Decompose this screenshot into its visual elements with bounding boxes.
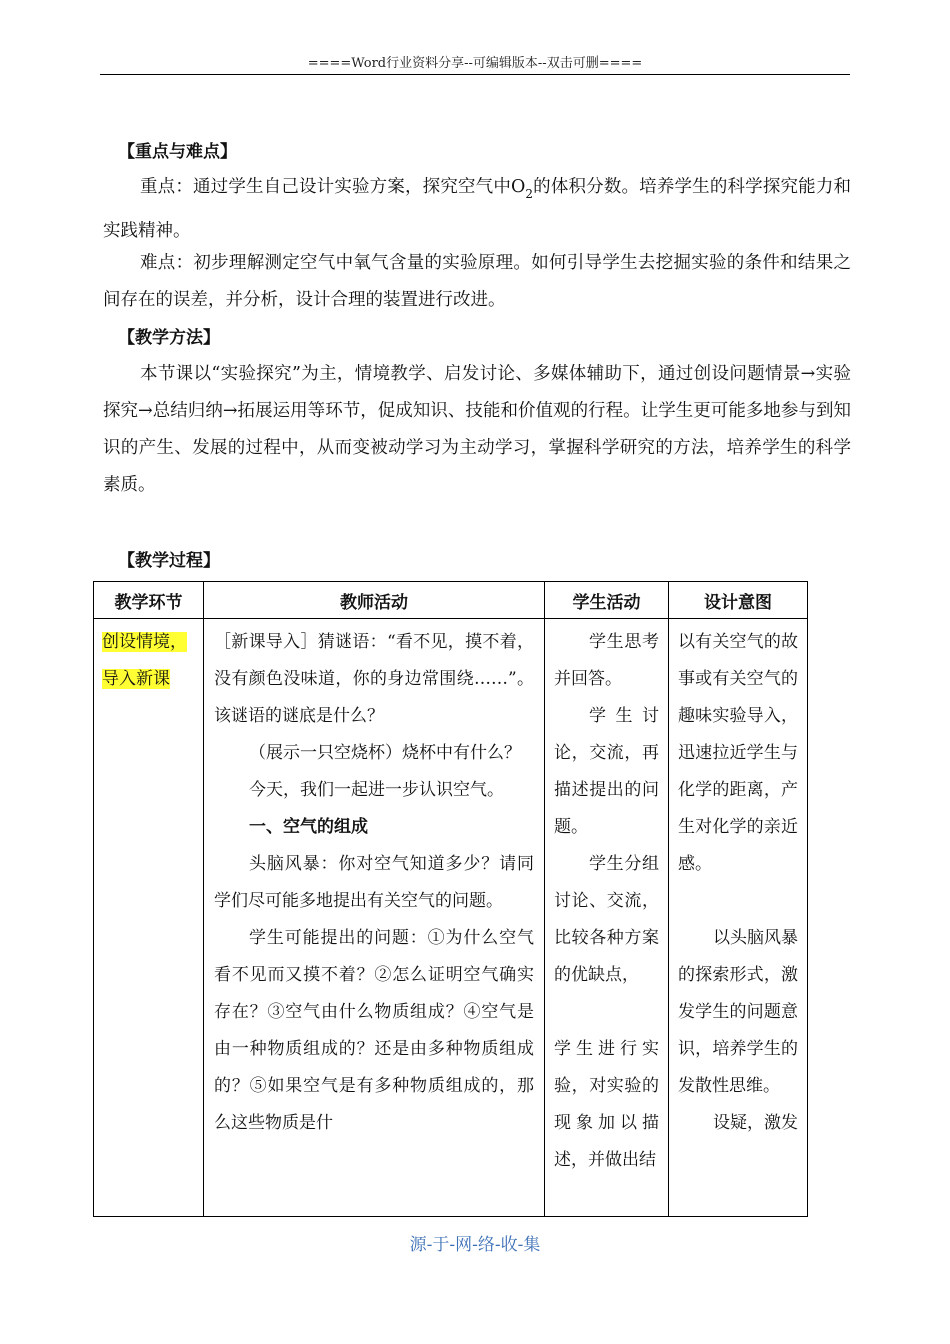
key-point-subscript: 2 — [525, 187, 533, 201]
method-heading: 【教学方法】 — [118, 328, 220, 348]
key-point-text-b: 的体积分数。培养学生的科学探究能力和实践精神。 — [103, 177, 851, 241]
header-intent: 设计意图 — [669, 582, 808, 619]
page-header: ====Word行业资料分享--可编辑版本--双击可删==== — [100, 56, 850, 75]
student-p4: 学生进行实验，对实验的现象加以描述，并做出结 — [554, 1039, 659, 1170]
stage-line-2: 导入新课 — [102, 669, 170, 689]
intent-spacer — [678, 883, 798, 920]
page-footer: 源-于-网-络-收-集 — [409, 1235, 541, 1255]
teacher-p5: 头脑风暴：你对空气知道多少？请同学们尽可能多地提出有关空气的问题。 — [214, 854, 534, 911]
teacher-p1: ［新课导入］猜谜语：“看不见，摸不着，没有颜色没味道，你的身边常围绕……”。该谜语的谜底是什么？ — [214, 632, 534, 726]
intent-p3: 设疑，激发 — [713, 1113, 798, 1133]
student-p3: 学生分组讨论、交流，比较各种方案的优缺点， — [554, 854, 659, 985]
key-point-paragraph — [103, 169, 851, 250]
stage-cell — [94, 619, 204, 1217]
intent-cell — [669, 619, 808, 1217]
header-student: 学生活动 — [545, 582, 669, 619]
table-header-row — [94, 582, 808, 619]
intent-p2: 以头脑风暴的探索形式，激发学生的问题意识，培养学生的发散性思维。 — [678, 928, 798, 1096]
header-stage: 教学环节 — [94, 582, 204, 619]
student-p2: 学生讨论，交流，再描述提出的问题。 — [554, 706, 659, 837]
header-teacher: 教师活动 — [204, 582, 545, 619]
teacher-cell — [204, 619, 545, 1217]
key-point-text-a: 通过学生自己设计实验方案，探究空气中O — [193, 177, 526, 197]
table-row — [94, 619, 808, 1217]
teaching-process-table — [93, 581, 808, 1217]
method-paragraph: 本节课以“实验探究”为主，情境教学、启发讨论、多媒体辅助下，通过创设问题情景→实验探究→总结归纳→拓展运用等环节，促成知识、技能和价值观的行程。让学生更可能多地参与到知识的产生、发展的过程中，从而变被动学习为主动学习，掌握科学研究的方法，培养学生的科学素质。 — [103, 364, 851, 495]
stage-line-1: 创设情境， — [102, 632, 187, 652]
teacher-p4-subheading: 一、空气的组成 — [249, 817, 368, 837]
intent-p1: 以有关空气的故事或有关空气的趣味实验导入，迅速拉近学生与化学的距离，产生对化学的亲近感。 — [678, 632, 798, 874]
key-points-heading: 【重点与难点】 — [118, 142, 237, 162]
teacher-p3: 今天，我们一起进一步认识空气。 — [249, 780, 504, 800]
key-point-label: 重点： — [140, 177, 193, 197]
teacher-p2: （展示一只空烧杯）烧杯中有什么？ — [249, 743, 521, 763]
difficulty-paragraph: 难点：初步理解测定空气中氧气含量的实验原理。如何引导学生去挖掘实验的条件和结果之间存在的误差，并分析，设计合理的装置进行改进。 — [103, 253, 851, 310]
student-spacer — [554, 994, 659, 1031]
student-p1: 学生思考并回答。 — [554, 632, 659, 689]
student-cell — [545, 619, 669, 1217]
teacher-p6: 学生可能提出的问题：①为什么空气看不见而又摸不着？②怎么证明空气确实存在？③空气由什么物质组成？④空气是由一种物质组成的？还是由多种物质组成的？⑤如果空气是有多种物质组成的，那么这些物质是什 — [214, 928, 534, 1133]
process-heading: 【教学过程】 — [118, 551, 220, 571]
